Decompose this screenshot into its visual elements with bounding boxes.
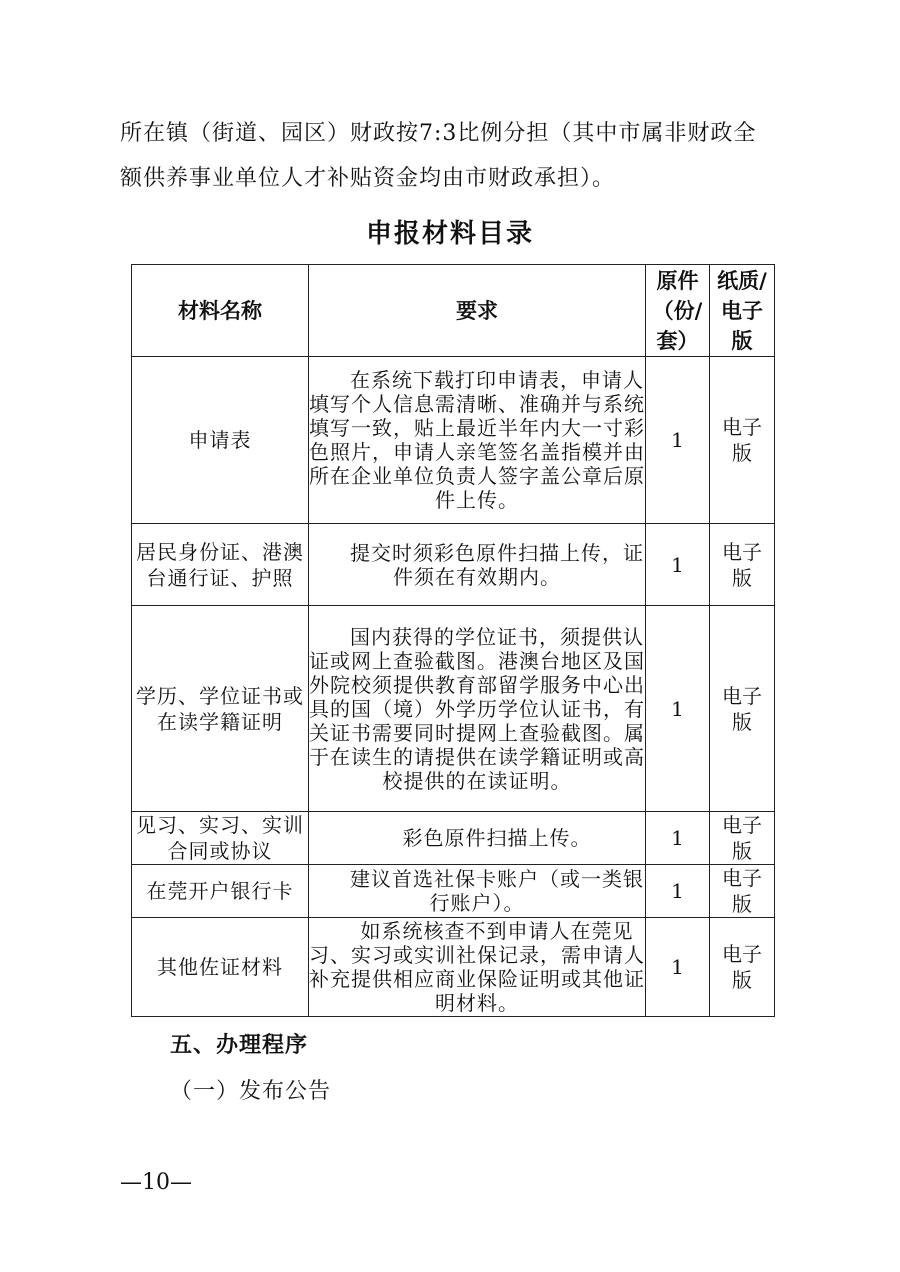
page-number: —10—: [120, 1170, 192, 1195]
table-row: [132, 865, 775, 918]
header-count: 原件（份/套）: [646, 265, 710, 357]
row-count: 1: [646, 524, 710, 606]
row-requirement: 提交时须彩色原件扫描上传，证件须在有效期内。: [309, 524, 646, 606]
row-form: 电子版: [710, 524, 775, 606]
row-count: 1: [646, 865, 710, 918]
row-form: 电子版: [710, 918, 775, 1017]
row-requirement: 彩色原件扫描上传。: [309, 812, 646, 865]
table-row: [132, 918, 775, 1017]
row-count: 1: [646, 606, 710, 812]
row-requirement: 如系统核查不到申请人在莞见习、实习或实训社保记录，需申请人补充提供相应商业保险证明或其他证明材料。: [309, 919, 645, 1015]
row-form: 电子版: [710, 357, 775, 524]
row-requirement: 建议首选社保卡账户（或一类银行账户）。: [309, 865, 646, 918]
table-row: [132, 606, 775, 812]
row-name: 学历、学位证书或在读学籍证明: [132, 606, 309, 812]
table-row: [132, 812, 775, 865]
intro-line-1: 所在镇（街道、园区）财政按7:3比例分担（其中市属非财政全: [120, 121, 757, 146]
section-heading: 五、办理程序: [170, 1033, 309, 1058]
table-row: [132, 357, 775, 524]
row-name: 在莞开户银行卡: [132, 865, 309, 918]
row-count: 1: [646, 357, 710, 524]
row-name: 其他佐证材料: [132, 918, 309, 1017]
row-requirement: 在系统下载打印申请表，申请人填写个人信息需清晰、准确并与系统填写一致，贴上最近半年内大一寸彩色照片，申请人亲笔签名盖指模并由所在企业单位负责人签字盖公章后原件上传。: [309, 357, 646, 524]
header-requirement: 要求: [309, 265, 646, 357]
table-header-row: [132, 265, 775, 357]
row-name: 见习、实习、实训合同或协议: [132, 812, 309, 865]
table-row: [132, 524, 775, 606]
row-form: 电子版: [710, 812, 775, 865]
row-count: 1: [646, 812, 710, 865]
materials-table: [131, 264, 775, 1017]
table-title: 申报材料目录: [365, 219, 534, 249]
row-count: 1: [646, 918, 710, 1017]
intro-line-2: 额供养事业单位人才补贴资金均由市财政承担）。: [120, 166, 616, 191]
header-form: 纸质/电子版: [710, 265, 775, 357]
intro-paragraph: [120, 111, 800, 201]
row-name: 申请表: [132, 357, 309, 524]
header-name: 材料名称: [132, 265, 309, 357]
row-name: 居民身份证、港澳台通行证、护照: [132, 524, 309, 606]
row-requirement: 国内获得的学位证书，须提供认证或网上查验截图。港澳台地区及国外院校须提供教育部留学服务中心出具的国（境）外学历学位认证书，有关证书需要同时提网上查验截图。属于在读生的请提供在读学籍证明或高校提供的在读证明。: [309, 606, 646, 812]
subsection-heading: （一）发布公告: [170, 1079, 332, 1104]
row-form: 电子版: [710, 865, 775, 918]
row-form: 电子版: [710, 606, 775, 812]
